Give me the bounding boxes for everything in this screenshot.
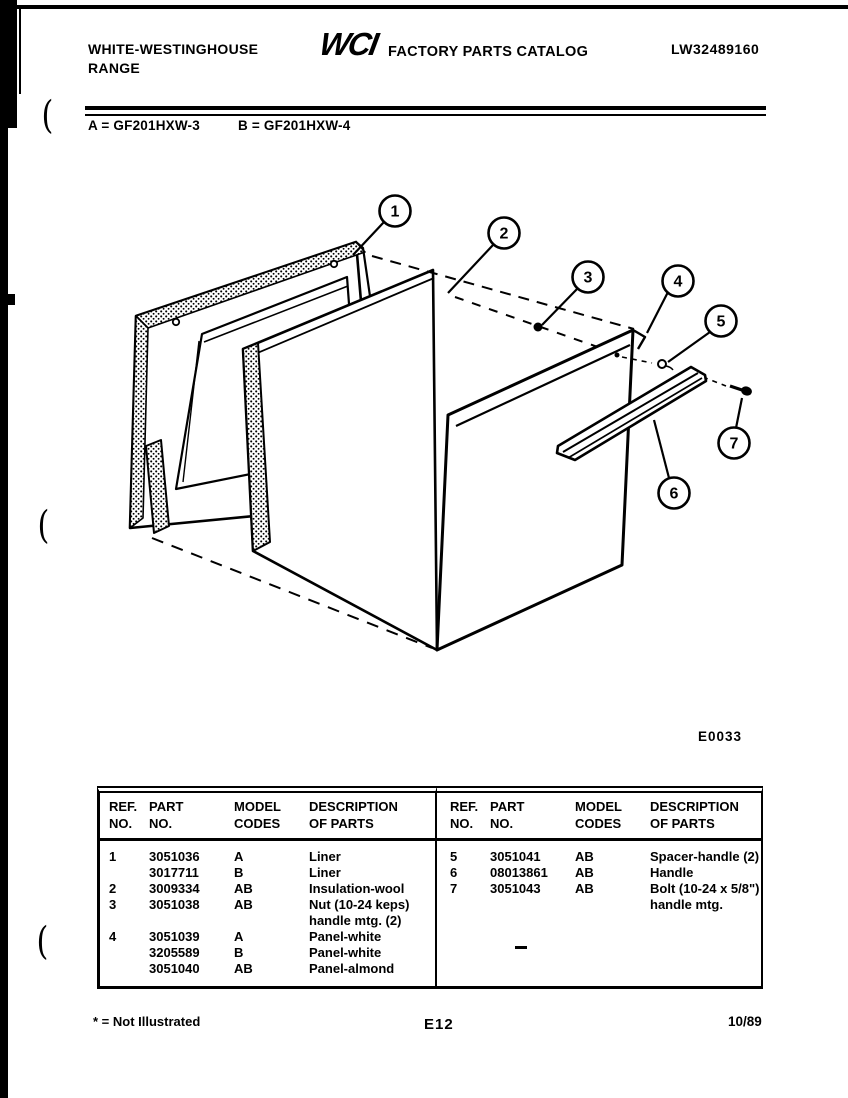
- svg-text:7: 7: [729, 435, 739, 453]
- parts-table-right: [437, 786, 763, 989]
- col-desc: DESCRIPTION: [309, 799, 398, 814]
- parts-row: 7 3051043 AB Bolt (10-24 x 5/8"): [450, 881, 760, 896]
- registration-mark-bottom: (: [36, 919, 49, 963]
- callout-5: [706, 306, 737, 337]
- page-code: E12: [424, 1016, 454, 1033]
- brand-title: [88, 40, 258, 78]
- callout-1: [380, 196, 411, 227]
- parts-row: 1 3051036 A Liner: [109, 849, 341, 864]
- scan-edge-left-top: [8, 0, 17, 128]
- table-header: REF. PART MODEL DESCRIPTION NO. NO. CODES OF PARTS: [100, 793, 435, 841]
- callout-2: [489, 218, 520, 249]
- table-header: REF. PART MODEL DESCRIPTION NO. NO. CODES OF PARTS: [437, 793, 761, 841]
- date-code: 10/89: [728, 1014, 762, 1029]
- brand-line-2: RANGE: [88, 60, 141, 76]
- not-illustrated-note: * = Not Illustrated: [93, 1014, 201, 1029]
- svg-text:6: 6: [669, 485, 679, 503]
- header-rule: [85, 106, 766, 116]
- handle-spacer-part: [658, 360, 673, 370]
- col-ref: REF.: [109, 799, 138, 814]
- catalog-title: FACTORY PARTS CATALOG: [388, 44, 589, 60]
- scan-artifact: [515, 946, 527, 949]
- handle-bolt-part: [730, 385, 753, 397]
- scan-edge-top: [0, 5, 848, 9]
- parts-row-continuation: handle mtg. (2): [309, 913, 402, 928]
- publication-number: LW32489160: [671, 41, 760, 57]
- scan-tick-horizontal: [0, 294, 15, 305]
- parts-row: 4 3051039 A Panel-white: [109, 929, 382, 944]
- svg-text:2: 2: [499, 225, 509, 243]
- parts-row: 3051040 AB Panel-almond: [149, 961, 395, 976]
- callout-4: [663, 266, 694, 297]
- figure-id: E0033: [697, 729, 743, 744]
- scan-tick-vertical: [19, 8, 21, 94]
- table-body: [437, 841, 761, 913]
- col-codes: MODEL: [234, 799, 281, 814]
- liner-screw-hole: [331, 261, 337, 267]
- parts-row: 3017711 B Liner: [149, 865, 341, 880]
- brand-line-1: WHITE-WESTINGHOUSE: [88, 41, 259, 57]
- callout-3-target-dot: [534, 323, 543, 332]
- callout-7: [719, 428, 750, 459]
- parts-row-continuation: handle mtg.: [650, 897, 723, 912]
- model-code-b: B = GF201HXW-4: [238, 118, 351, 133]
- svg-text:5: 5: [716, 313, 726, 331]
- parts-table-left: [97, 786, 437, 989]
- svg-text:3: 3: [583, 269, 593, 287]
- col-part: PART: [149, 799, 184, 814]
- registration-mark-middle: (: [37, 503, 50, 547]
- svg-text:1: 1: [390, 203, 400, 221]
- handle-mount-hole: [615, 353, 620, 358]
- scan-edge-left: [0, 0, 8, 1098]
- exploded-diagram: [85, 140, 785, 780]
- callout-6: [659, 478, 690, 509]
- table-body: [100, 841, 435, 977]
- parts-row: 5 3051041 AB Spacer-handle (2): [450, 849, 760, 864]
- callout-3: [573, 262, 604, 293]
- model-code-a: A = GF201HXW-3: [88, 118, 200, 133]
- parts-row: 3 3051038 AB Nut (10-24 keps): [109, 897, 410, 912]
- parts-row: 6 08013861 AB Handle: [450, 865, 694, 880]
- registration-mark-top: (: [41, 93, 54, 137]
- svg-text:4: 4: [673, 273, 683, 291]
- wci-logo: WCI: [316, 26, 380, 62]
- outer-door-panel-part: [437, 330, 645, 650]
- parts-row: 2 3009334 AB Insulation-wool: [109, 881, 405, 896]
- parts-row: 3205589 B Panel-white: [149, 945, 382, 960]
- liner-screw-hole: [173, 319, 179, 325]
